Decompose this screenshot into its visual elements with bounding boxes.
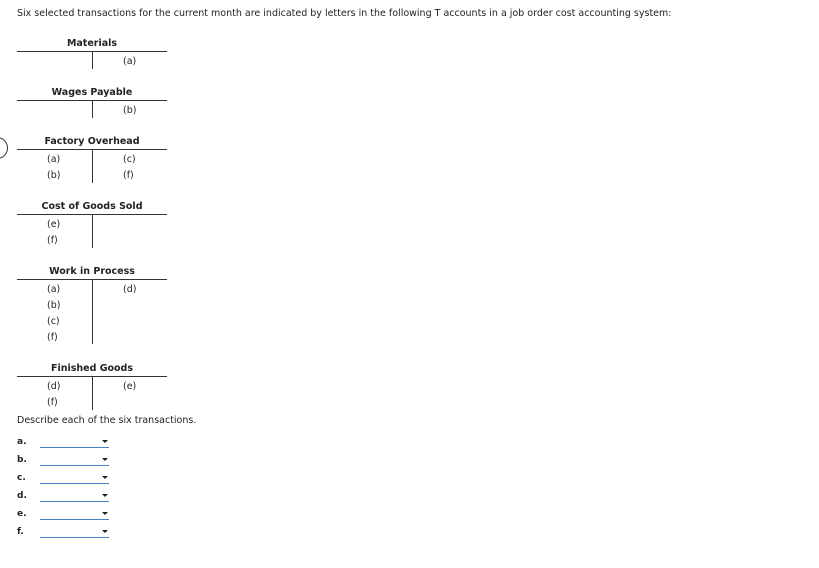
t-account-title: Factory Overhead: [44, 136, 140, 147]
intro-text: Six selected transactions for the current month are indicated by letters in the following T accounts in a job order cost accounting system:: [17, 8, 672, 19]
answer-dropdown-b[interactable]: [40, 454, 109, 466]
t-account-title: Finished Goods: [50, 363, 134, 374]
answer-letter: b.: [17, 455, 27, 465]
credit-entry: (a): [123, 56, 137, 67]
answer-letter: d.: [17, 491, 27, 501]
answer-dropdown-d[interactable]: [40, 490, 109, 502]
debit-entry: (f): [47, 235, 58, 246]
chevron-down-icon: [102, 458, 108, 461]
debit-entry: (b): [47, 300, 61, 311]
debit-entry: (e): [47, 219, 61, 230]
debit-entry: (c): [47, 316, 60, 327]
debit-entry: (f): [47, 397, 58, 408]
chevron-down-icon: [102, 440, 108, 443]
describe-instruction: Describe each of the six transactions.: [17, 415, 197, 426]
credit-entry: (f): [123, 170, 134, 181]
answer-dropdown-c[interactable]: [40, 472, 109, 484]
answer-letter: e.: [17, 509, 27, 519]
t-account-work-in-process: [17, 265, 167, 344]
answer-letter: a.: [17, 437, 27, 447]
debit-entry: (a): [47, 154, 61, 165]
radio-circle-icon[interactable]: [0, 137, 8, 159]
chevron-down-icon: [102, 512, 108, 515]
answer-dropdown-a[interactable]: [40, 436, 109, 448]
credit-entry: (c): [123, 154, 136, 165]
debit-entry: (f): [47, 332, 58, 343]
answer-dropdown-e[interactable]: [40, 508, 109, 520]
answer-letter: f.: [17, 527, 24, 537]
debit-entry: (b): [47, 170, 61, 181]
t-account-factory-overhead: [17, 135, 167, 183]
credit-entry: (e): [123, 381, 137, 392]
credit-entry: (d): [123, 284, 137, 295]
answer-letter: c.: [17, 473, 26, 483]
chevron-down-icon: [102, 494, 108, 497]
debit-entry: (a): [47, 284, 61, 295]
t-account-materials: [17, 37, 167, 69]
debit-entry: (d): [47, 381, 61, 392]
t-account-title: Materials: [66, 38, 118, 49]
t-account-title: Cost of Goods Sold: [41, 201, 143, 212]
t-account-title: Work in Process: [49, 266, 135, 277]
chevron-down-icon: [102, 530, 108, 533]
credit-entry: (b): [123, 105, 137, 116]
t-account-finished-goods: [17, 362, 167, 410]
t-account-wages-payable: [17, 86, 167, 118]
t-account-title: Wages Payable: [51, 87, 133, 98]
t-account-cost-of-goods-sold: [17, 200, 167, 248]
answer-dropdown-f[interactable]: [40, 526, 109, 538]
chevron-down-icon: [102, 476, 108, 479]
